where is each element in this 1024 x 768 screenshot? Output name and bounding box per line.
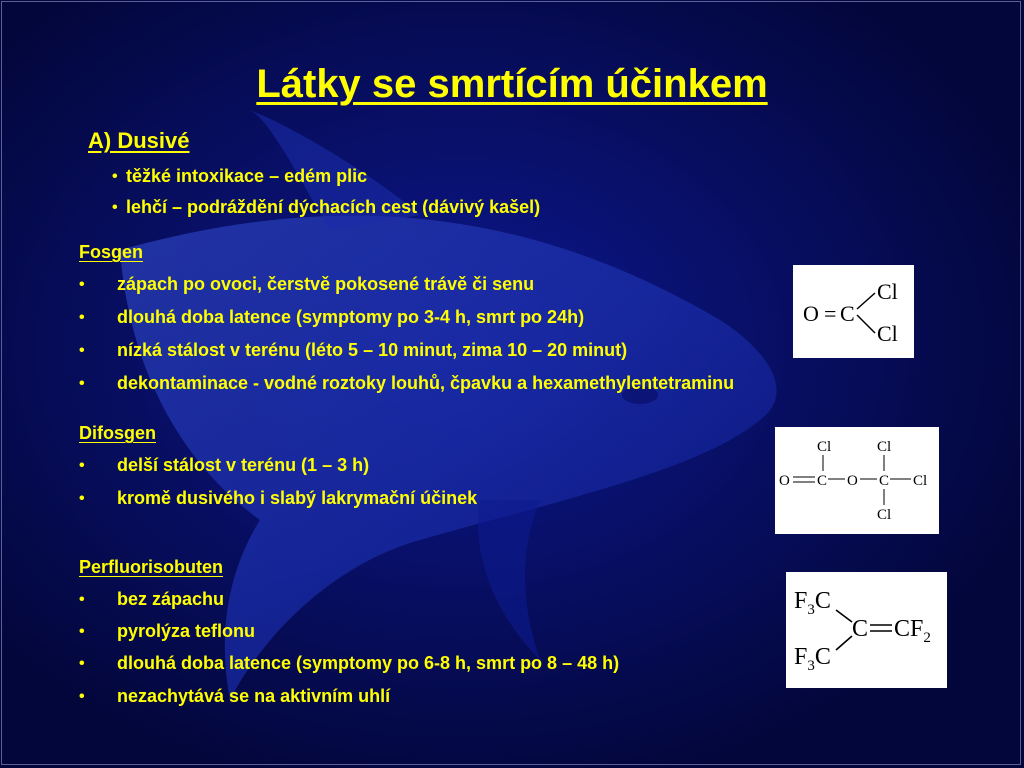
bond-line <box>857 293 875 309</box>
fosgen-item: nízká stálost v terénu (léto 5 – 10 minut, zima 10 – 20 minut) <box>117 340 628 360</box>
bond-line <box>857 315 875 333</box>
difosgen-item: delší stálost v terénu (1 – 3 h) <box>117 455 370 475</box>
bullet: • <box>112 199 118 216</box>
bullet: • <box>79 457 85 474</box>
bullet: • <box>112 168 118 185</box>
perfluorisobuten-item: bez zápachu <box>117 589 225 609</box>
atom-label: C <box>814 588 831 614</box>
atom-label: Cl <box>877 279 898 304</box>
bullet: • <box>79 490 85 507</box>
fosgen-item: zápach po ovoci, čerstvě pokosené trávě či senu <box>117 274 535 294</box>
bullet: • <box>79 342 85 359</box>
atom-label: C <box>879 473 890 489</box>
atom-label: CF <box>894 616 924 642</box>
bullet: • <box>79 688 85 705</box>
bullet: • <box>79 591 85 608</box>
atom-label: C <box>817 473 828 489</box>
slide-title: Látky se smrtícím účinkem <box>256 62 768 106</box>
bullet: • <box>79 276 85 293</box>
atom-label: C <box>840 301 855 326</box>
bullet: • <box>79 309 85 326</box>
bullet: • <box>79 375 85 392</box>
atom-label: Cl <box>913 473 928 489</box>
atom-label: O <box>803 301 819 326</box>
atom-label: Cl <box>877 439 892 455</box>
subscript: 3 <box>807 602 815 618</box>
perfluorisobuten-item: pyrolýza teflonu <box>117 621 256 641</box>
fosgen-heading: Fosgen <box>79 242 144 262</box>
bond-line <box>836 610 852 622</box>
bullet: • <box>79 623 85 640</box>
perfluorisobuten-structure-image <box>786 572 947 688</box>
atom-label: C <box>814 644 831 670</box>
svg-text:CF2 <box>894 616 931 646</box>
svg-text:F3C <box>794 644 831 674</box>
bond-label: = <box>824 301 837 326</box>
subscript: 3 <box>807 658 815 674</box>
svg-text:F3C <box>794 588 831 618</box>
perfluorisobuten-item: dlouhá doba latence (symptomy po 6-8 h, smrt po 8 – 48 h) <box>117 653 620 673</box>
atom-label: C <box>852 616 869 642</box>
atom-label: F <box>794 644 808 670</box>
section-a-heading: A) Dusivé <box>88 128 190 153</box>
bond-line <box>836 636 852 650</box>
atom-label: Cl <box>877 321 898 346</box>
section-a-item: těžké intoxikace – edém plic <box>126 166 368 186</box>
perfluorisobuten-item: nezachytává se na aktivním uhlí <box>117 686 391 706</box>
bullet: • <box>79 655 85 672</box>
atom-label: F <box>794 588 808 614</box>
difosgen-structure-image <box>775 427 939 534</box>
difosgen-heading: Difosgen <box>79 423 157 443</box>
difosgen-item: kromě dusivého i slabý lakrymační účinek <box>117 488 478 508</box>
section-a-item: lehčí – podráždění dýchacích cest (dávivý kašel) <box>126 197 541 217</box>
fosgen-item: dlouhá doba latence (symptomy po 3-4 h, smrt po 24h) <box>117 307 585 327</box>
fosgen-structure-image <box>793 265 914 358</box>
atom-label: O <box>847 473 858 489</box>
perfluorisobuten-heading: Perfluorisobuten <box>79 557 224 577</box>
atom-label: Cl <box>817 439 832 455</box>
atom-label: Cl <box>877 507 892 523</box>
atom-label: O <box>779 473 790 489</box>
subscript: 2 <box>923 630 931 646</box>
fosgen-item: dekontaminace - vodné roztoky louhů, čpavku a hexamethylentetraminu <box>117 373 735 393</box>
